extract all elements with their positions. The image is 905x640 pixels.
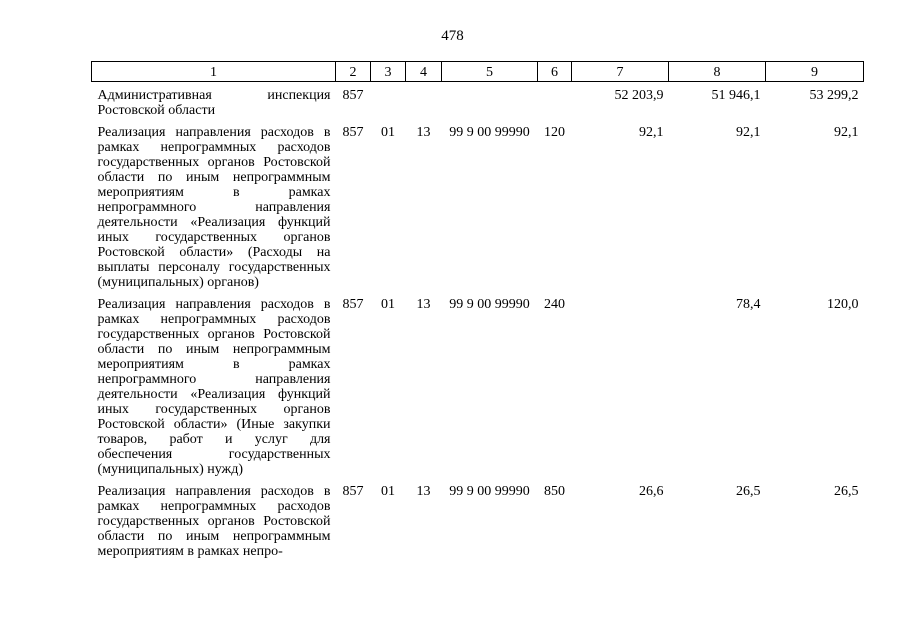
subsection-code: 13 xyxy=(416,484,431,499)
section-code xyxy=(371,82,406,119)
budget-table xyxy=(91,61,864,559)
expense-type-code xyxy=(538,82,572,119)
section-code: 01 xyxy=(381,484,395,499)
col-header-7: 7 xyxy=(572,62,669,82)
target-article-code: 99 9 00 99990 xyxy=(449,125,530,140)
ministry-code: 857 xyxy=(342,297,364,312)
subsection-code: 13 xyxy=(416,125,431,140)
amount-col-7: 92,1 xyxy=(639,125,664,140)
subsection-code: 13 xyxy=(416,297,431,312)
row-description: Административная инспекция Ростовской области xyxy=(97,88,331,118)
row-description: Реализация направления расходов в рамках непрограммных расходов государственных органов Ростовской области по иным непрограммным мероприятиям в рамках непро- xyxy=(97,484,331,559)
amount-col-8: 51 946,1 xyxy=(711,88,761,103)
col-header-9: 9 xyxy=(766,62,864,82)
amount-col-7: 26,6 xyxy=(639,484,664,499)
amount-col-9: 26,5 xyxy=(834,484,859,499)
table-row xyxy=(92,118,864,290)
header-row xyxy=(92,62,864,82)
expense-type-code: 120 xyxy=(544,125,565,140)
target-article-code: 99 9 00 99990 xyxy=(449,297,530,312)
col-header-5: 5 xyxy=(442,62,538,82)
col-header-4: 4 xyxy=(406,62,442,82)
target-article-code xyxy=(442,82,538,119)
amount-col-7: 52 203,9 xyxy=(614,88,664,103)
col-header-8: 8 xyxy=(669,62,766,82)
ministry-code: 857 xyxy=(342,125,364,140)
amount-col-8: 26,5 xyxy=(736,484,761,499)
col-header-3: 3 xyxy=(371,62,406,82)
table-row xyxy=(92,82,864,119)
expense-type-code: 850 xyxy=(544,484,565,499)
col-header-1: 1 xyxy=(92,62,336,82)
expense-type-code: 240 xyxy=(544,297,565,312)
table-row xyxy=(92,290,864,477)
subsection-code xyxy=(406,82,442,119)
row-description: Реализация направления расходов в рамках непрограммных расходов государственных органов Ростовской области по иным непрограммным мероприятиям в рамках непрограммного направления деятельности «Реализация функций иных государственных органов Ростовской области» (Иные закупки товаров, работ и услуг для обеспечения государственных (муниципальных) нужд) xyxy=(97,297,331,477)
amount-col-9: 53 299,2 xyxy=(809,88,859,103)
amount-col-8: 78,4 xyxy=(736,297,761,312)
ministry-code: 857 xyxy=(342,484,364,499)
row-description: Реализация направления расходов в рамках непрограммных расходов государственных органов Ростовской области по иным непрограммным мероприятиям в рамках непрограммного направления деятельности «Реализация функций иных государственных органов Ростовской области» (Расходы на выплаты персоналу государственных (муниципальных) органов) xyxy=(97,125,331,290)
col-header-2: 2 xyxy=(336,62,371,82)
amount-col-8: 92,1 xyxy=(736,125,761,140)
ministry-code: 857 xyxy=(342,88,364,103)
table-row xyxy=(92,477,864,559)
amount-col-9: 92,1 xyxy=(834,125,859,140)
amount-col-7 xyxy=(572,290,669,477)
target-article-code: 99 9 00 99990 xyxy=(449,484,530,499)
page-number: 478 xyxy=(441,28,464,44)
section-code: 01 xyxy=(381,297,395,312)
section-code: 01 xyxy=(381,125,395,140)
amount-col-9: 120,0 xyxy=(827,297,859,312)
col-header-6: 6 xyxy=(538,62,572,82)
